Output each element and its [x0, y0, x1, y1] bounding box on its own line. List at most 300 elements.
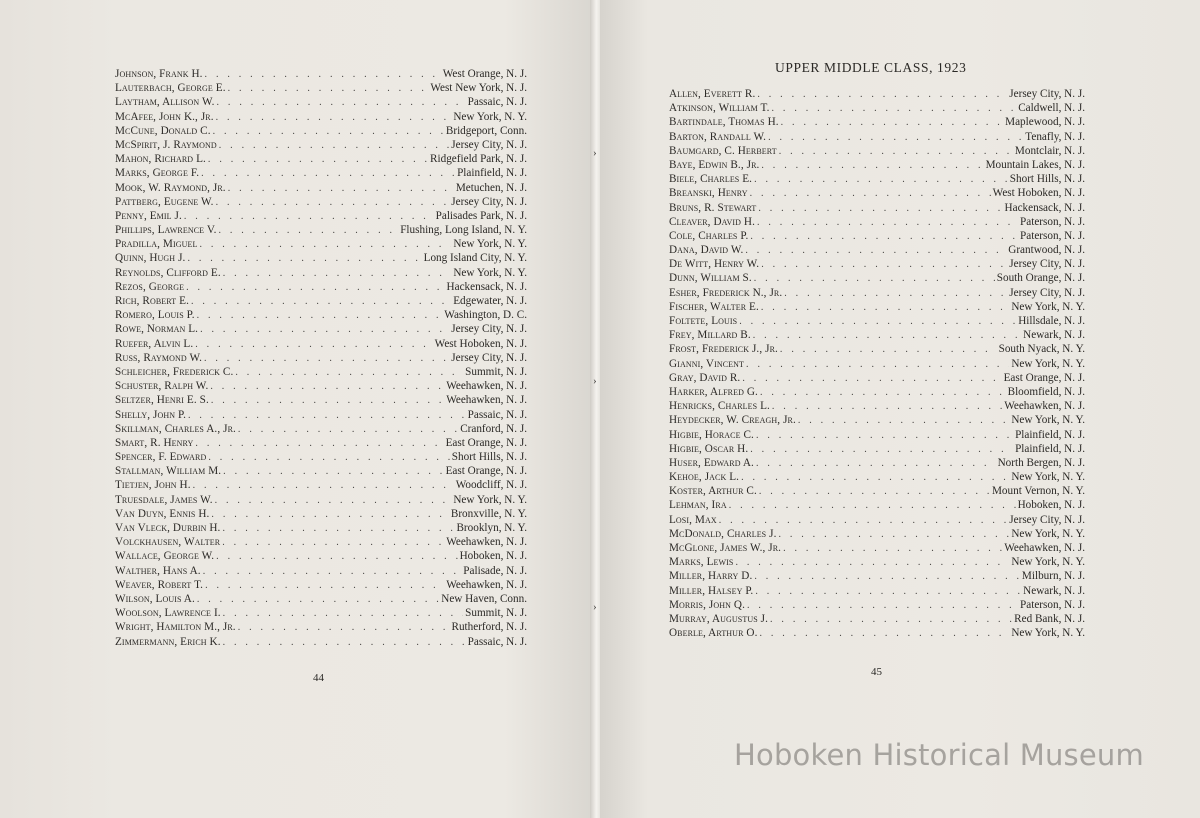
hometown: Weehawken, N. J. [1004, 542, 1085, 554]
roster-entry [669, 470, 1085, 484]
student-name: Shelly, John P. [115, 408, 186, 421]
dot-leader [203, 565, 462, 579]
roster-entry [669, 555, 1085, 569]
dot-leader [772, 102, 1017, 116]
dot-leader [197, 309, 443, 323]
student-name: Ruefer, Alvin L. [115, 337, 194, 350]
dot-leader [238, 621, 450, 635]
roster-entry [115, 493, 527, 507]
hometown: Palisade, N. J. [463, 564, 527, 577]
student-name: Baye, Edwin B., Jr. [669, 158, 760, 171]
hometown: Long Island City, N. Y. [423, 252, 527, 265]
hometown: East Orange, N. J. [445, 436, 527, 449]
hometown: South Nyack, N. Y. [998, 343, 1085, 356]
dot-leader [208, 153, 428, 167]
dot-leader [216, 550, 457, 564]
roster-entry [669, 371, 1085, 385]
roster-entry [115, 337, 527, 351]
dot-leader [772, 400, 1002, 414]
hometown: Hillsdale, N. J. [1018, 315, 1085, 327]
hometown: Jersey City, N. J. [1009, 88, 1085, 100]
hometown: Washington, D. C. [444, 309, 527, 322]
dot-leader [754, 173, 1008, 187]
hometown: Summit, N. J. [465, 365, 527, 378]
student-name: Wright, Hamilton M., Jr. [115, 621, 236, 634]
dot-leader [205, 68, 441, 82]
roster-entry [669, 172, 1085, 186]
dot-leader [783, 542, 1002, 556]
student-name: De Witt, Henry W. [669, 258, 760, 271]
roster-entry [669, 286, 1085, 300]
student-name: Lauterbach, George E. [115, 82, 226, 95]
hometown: Bronxville, N. Y. [450, 507, 527, 520]
roster-entry [115, 507, 527, 521]
hometown: Passaic, N. J. [467, 96, 527, 109]
left-roster-list [115, 67, 527, 649]
roster-entry [669, 413, 1085, 427]
dot-leader [784, 287, 1007, 301]
dot-leader [195, 338, 432, 352]
dot-leader [218, 224, 398, 238]
binding-stitch: › [593, 375, 597, 387]
roster-entry [115, 393, 527, 407]
student-name: Atkinson, William T. [669, 102, 770, 115]
student-name: Pattberg, Eugene W. [115, 195, 214, 208]
hometown: West New York, N. J. [430, 82, 527, 95]
roster-entry [669, 201, 1085, 215]
roster-entry [669, 87, 1085, 101]
student-name: Marks, Lewis [669, 556, 734, 569]
roster-entry [669, 498, 1085, 512]
student-name: Rowe, Norman L. [115, 323, 199, 336]
student-name: Wallace, George W. [115, 550, 215, 563]
hometown: Caldwell, N. J. [1018, 102, 1085, 115]
hometown: Palisades Park, N. J. [435, 209, 527, 222]
student-name: Losi, Max [669, 513, 717, 526]
student-name: Wilson, Louis A. [115, 592, 195, 605]
dot-leader [719, 514, 1008, 528]
roster-entry [669, 328, 1085, 342]
hometown: Short Hills, N. J. [1009, 173, 1085, 186]
hometown: Montclair, N. J. [1014, 144, 1085, 157]
dot-leader [780, 343, 997, 357]
hometown: New York, N. Y. [1011, 556, 1085, 569]
dot-leader [729, 499, 1016, 513]
dot-leader [186, 281, 444, 295]
dot-leader [222, 522, 454, 536]
dot-leader [199, 238, 451, 252]
student-name: Higbie, Horace C. [669, 428, 754, 441]
hometown: Weehawken, N. J. [1004, 400, 1085, 413]
dot-leader [200, 323, 449, 337]
roster-entry [115, 95, 527, 109]
student-name: Gianni, Vincent [669, 357, 745, 370]
roster-entry [669, 101, 1085, 115]
binding-stitch: › [593, 147, 597, 159]
dot-leader [208, 451, 449, 465]
roster-entry [115, 67, 527, 81]
dot-leader [222, 536, 444, 550]
dot-leader [197, 593, 439, 607]
roster-entry [669, 300, 1085, 314]
student-name: Barton, Randall W. [669, 130, 767, 143]
hometown: North Bergen, N. J. [997, 456, 1085, 469]
roster-entry [669, 158, 1085, 172]
hometown: Flushing, Long Island, N. Y. [400, 224, 527, 237]
roster-entry [669, 257, 1085, 271]
right-page-number: 45 [871, 666, 882, 678]
hometown: Maplewood, N. J. [1005, 116, 1085, 129]
student-name: Bruns, R. Stewart [669, 201, 757, 214]
student-name: Truesdale, James W. [115, 493, 213, 506]
hometown: Plainfield, N. J. [1015, 442, 1085, 455]
student-name: Kehoe, Jack L. [669, 471, 740, 484]
student-name: Pradilla, Miguel [115, 238, 198, 251]
hometown: Woodcliff, N. J. [455, 479, 527, 492]
student-name: Dunn, William S. [669, 272, 752, 285]
roster-entry [669, 186, 1085, 200]
hometown: Cranford, N. J. [460, 422, 527, 435]
dot-leader [204, 352, 449, 366]
student-name: Phillips, Lawrence V. [115, 224, 217, 237]
dot-leader [193, 479, 454, 493]
dot-leader [216, 111, 452, 125]
student-name: Biele, Charles E. [669, 173, 753, 186]
student-name: Penny, Emil J. [115, 209, 182, 222]
hometown: Brooklyn, N. Y. [456, 522, 527, 534]
student-name: Higbie, Oscar H. [669, 442, 749, 455]
student-name: Schleicher, Frederick C. [115, 365, 234, 378]
roster-entry [115, 535, 527, 549]
roster-entry [669, 144, 1085, 158]
roster-entry [115, 322, 527, 336]
dot-leader [211, 394, 444, 408]
roster-entry [669, 527, 1085, 541]
hometown: West Orange, N. J. [442, 68, 527, 80]
student-name: Foltete, Louis [669, 315, 738, 327]
roster-entry [115, 237, 527, 251]
dot-leader [770, 613, 1012, 627]
dot-leader [741, 471, 1009, 485]
student-name: Cole, Charles P. [669, 229, 749, 242]
hometown: New York, N. Y. [1011, 471, 1085, 484]
dot-leader [757, 88, 1007, 102]
student-name: Bartindale, Thomas H. [669, 116, 779, 129]
student-name: Reynolds, Clifford E. [115, 266, 221, 279]
roster-entry [115, 124, 527, 138]
hometown: Passaic, N. J. [467, 635, 527, 648]
hometown: Ridgefield Park, N. J. [430, 153, 527, 166]
hometown: Milburn, N. J. [1021, 570, 1085, 583]
dot-leader [759, 485, 990, 499]
dot-leader [778, 528, 1009, 542]
dot-leader [235, 366, 463, 380]
hometown: New York, N. Y. [1011, 357, 1085, 370]
dot-leader [759, 627, 1009, 641]
roster-entry [669, 428, 1085, 442]
roster-entry [669, 612, 1085, 626]
student-name: Allen, Everett R. [669, 88, 756, 100]
left-page-number: 44 [313, 672, 324, 684]
roster-entry [669, 271, 1085, 285]
roster-entry [669, 243, 1085, 257]
hometown: Mountain Lakes, N. J. [985, 158, 1085, 171]
student-name: Weaver, Robert T. [115, 578, 204, 591]
roster-entry [669, 115, 1085, 129]
dot-leader [228, 182, 454, 196]
roster-entry [115, 464, 527, 478]
roster-entry [669, 342, 1085, 356]
hometown: Weehawken, N. J. [446, 394, 527, 407]
roster-entry [115, 266, 527, 280]
hometown: Jersey City, N. J. [1009, 258, 1085, 271]
right-roster-list [669, 87, 1085, 640]
student-name: Stallman, William M. [115, 465, 222, 478]
dot-leader [754, 272, 995, 286]
hometown: Mount Vernon, N. Y. [991, 485, 1085, 498]
roster-entry [669, 456, 1085, 470]
dot-leader [761, 159, 983, 173]
student-name: Marks, George F. [115, 167, 200, 180]
dot-leader [216, 196, 450, 210]
roster-entry [115, 564, 527, 578]
hometown: West Hoboken, N. J. [434, 337, 527, 350]
roster-entry [669, 399, 1085, 413]
roster-entry [115, 152, 527, 166]
student-name: Smart, R. Henry [115, 436, 194, 449]
student-name: Woolson, Lawrence I. [115, 607, 221, 620]
hometown: Plainfield, N. J. [457, 167, 527, 180]
dot-leader [755, 585, 1021, 599]
student-name: Cleaver, David H. [669, 215, 755, 228]
student-name: Miller, Harry D. [669, 570, 753, 583]
dot-leader [210, 380, 444, 394]
roster-entry [115, 408, 527, 422]
student-name: Zimmermann, Erich K. [115, 635, 221, 648]
roster-entry [115, 181, 527, 195]
hometown: Hackensack, N. J. [1004, 201, 1085, 214]
student-name: Quinn, Hugh J. [115, 252, 186, 265]
student-name: Frost, Frederick J., Jr. [669, 343, 778, 356]
student-name: Henricks, Charles L. [669, 400, 770, 413]
dot-leader [754, 570, 1020, 584]
dot-leader [195, 437, 443, 451]
hometown: Red Bank, N. J. [1014, 612, 1085, 625]
dot-leader [747, 599, 1018, 613]
hometown: West Hoboken, N. J. [992, 187, 1085, 200]
dot-leader [779, 145, 1013, 159]
student-name: Baumgard, C. Herbert [669, 144, 777, 157]
roster-entry [115, 294, 527, 308]
hometown: Hoboken, N. J. [1017, 499, 1085, 512]
roster-entry [115, 635, 527, 649]
hometown: New York, N. Y. [453, 266, 527, 279]
student-name: Lehman, Ira [669, 499, 727, 512]
roster-entry [669, 626, 1085, 640]
hometown: New York, N. Y. [1011, 627, 1085, 640]
student-name: Esher, Frederick N., Jr. [669, 286, 783, 299]
student-name: Laytham, Allison W. [115, 96, 215, 109]
hometown: Weehawken, N. J. [446, 380, 527, 393]
student-name: Breanski, Henry [669, 187, 748, 200]
hometown: Bridgeport, Conn. [445, 124, 527, 137]
dot-leader [757, 216, 1018, 230]
left-page [0, 0, 594, 818]
hometown: Hoboken, N. J. [459, 550, 527, 563]
roster-entry [115, 365, 527, 379]
roster-entry [115, 521, 527, 535]
dot-leader [798, 414, 1009, 428]
roster-entry [669, 584, 1085, 598]
dot-leader [211, 508, 448, 522]
roster-entry [669, 385, 1085, 399]
student-name: Oberle, Arthur O. [669, 627, 758, 640]
student-name: Heydecker, W. Creagh, Jr. [669, 414, 796, 427]
student-name: Rezos, George [115, 280, 185, 293]
roster-entry [115, 308, 527, 322]
student-name: Huser, Edward A. [669, 456, 754, 469]
hometown: Rutherford, N. J. [451, 621, 527, 634]
hometown: Jersey City, N. J. [451, 195, 527, 208]
hometown: Weehawken, N. J. [446, 578, 527, 591]
dot-leader [745, 244, 1006, 258]
dot-leader [761, 301, 1009, 315]
dot-leader [219, 139, 450, 153]
student-name: Koster, Arthur C. [669, 485, 757, 498]
student-name: Schuster, Ralph W. [115, 380, 209, 393]
hometown: Paterson, N. J. [1020, 229, 1085, 242]
roster-entry [115, 223, 527, 237]
binding-stitch: › [593, 601, 597, 613]
student-name: Volckhausen, Walter [115, 536, 221, 549]
museum-watermark: Hoboken Historical Museum [734, 738, 1144, 772]
roster-entry [115, 620, 527, 634]
roster-entry [669, 314, 1085, 328]
dot-leader [238, 423, 458, 437]
roster-entry [115, 351, 527, 365]
hometown: Jersey City, N. J. [1009, 286, 1085, 299]
hometown: Paterson, N. J. [1020, 598, 1085, 611]
student-name: Rich, Robert E. [115, 295, 189, 307]
student-name: Mook, W. Raymond, Jr. [115, 181, 226, 194]
roster-entry [115, 209, 527, 223]
student-name: McSpirit, J. Raymond [115, 138, 217, 151]
hometown: New York, N. Y. [453, 493, 527, 506]
hometown: Summit, N. J. [465, 607, 527, 620]
roster-entry [115, 592, 527, 606]
roster-entry [669, 215, 1085, 229]
roster-entry [669, 357, 1085, 371]
roster-entry [115, 450, 527, 464]
roster-entry [115, 138, 527, 152]
hometown: Plainfield, N. J. [1015, 428, 1085, 441]
dot-leader [184, 210, 434, 224]
hometown: Jersey City, N. J. [451, 351, 527, 364]
roster-entry [115, 549, 527, 563]
dot-leader [758, 202, 1002, 216]
hometown: New York, N. Y. [1011, 527, 1085, 540]
section-heading: UPPER MIDDLE CLASS, 1923 [775, 60, 967, 75]
hometown: East Orange, N. J. [1003, 371, 1085, 384]
student-name: McGlone, James W., Jr. [669, 542, 782, 554]
roster-entry [115, 436, 527, 450]
dot-leader [217, 96, 466, 110]
roster-entry [115, 478, 527, 492]
dot-leader [750, 230, 1018, 244]
student-name: Miller, Halsey P. [669, 584, 754, 597]
student-name: Van Duyn, Ennis H. [115, 507, 210, 520]
dot-leader [205, 579, 444, 593]
dot-leader [756, 457, 996, 471]
dot-leader [187, 252, 421, 266]
dot-leader [213, 125, 444, 139]
roster-entry [669, 442, 1085, 456]
roster-entry [115, 280, 527, 294]
hometown: Metuchen, N. J. [455, 181, 527, 194]
hometown: Newark, N. J. [1023, 584, 1085, 597]
roster-entry [669, 229, 1085, 243]
roster-entry [115, 81, 527, 95]
hometown: Newark, N. J. [1023, 329, 1085, 342]
roster-entry [115, 166, 527, 180]
student-name: Tietjen, John H. [115, 479, 191, 492]
hometown: New York, N. Y. [453, 238, 527, 251]
student-name: Walther, Hans A. [115, 564, 201, 577]
hometown: Bloomfield, N. J. [1007, 385, 1085, 398]
roster-entry [669, 130, 1085, 144]
student-name: Seltzer, Henri E. S. [115, 394, 209, 407]
hometown: Edgewater, N. J. [453, 295, 527, 307]
roster-entry [669, 569, 1085, 583]
student-name: Gray, David R. [669, 371, 741, 384]
roster-entry [115, 251, 527, 265]
dot-leader [742, 372, 1001, 386]
hometown: Jersey City, N. J. [451, 138, 527, 151]
hometown: New York, N. Y. [1011, 414, 1085, 427]
hometown: Jersey City, N. J. [1009, 513, 1085, 526]
hometown: Paterson, N. J. [1020, 215, 1085, 228]
dot-leader [191, 295, 451, 309]
hometown: Short Hills, N. J. [451, 451, 527, 464]
roster-entry [115, 606, 527, 620]
student-name: McCune, Donald C. [115, 124, 211, 137]
dot-leader [223, 267, 452, 281]
student-name: Spencer, F. Edward [115, 451, 207, 464]
roster-entry [115, 379, 527, 393]
roster-entry [115, 195, 527, 209]
student-name: Skillman, Charles A., Jr. [115, 422, 236, 435]
student-name: Frey, Millard B. [669, 329, 751, 342]
hometown: Jersey City, N. J. [451, 323, 527, 336]
hometown: Tenafly, N. J. [1025, 130, 1085, 143]
student-name: Murray, Augustus J. [669, 612, 769, 625]
dot-leader [753, 329, 1021, 343]
dot-leader [750, 443, 1013, 457]
hometown: Weehawken, N. J. [446, 536, 527, 549]
student-name: Romero, Louis P. [115, 309, 195, 322]
hometown: New Haven, Conn. [441, 592, 527, 605]
dot-leader [756, 429, 1013, 443]
student-name: Johnson, Frank H. [115, 68, 203, 80]
dot-leader [750, 187, 991, 201]
dot-leader [735, 556, 1009, 570]
roster-entry [115, 110, 527, 124]
student-name: Russ, Raymond W. [115, 351, 202, 364]
student-name: Van Vleck, Durbin H. [115, 522, 221, 534]
dot-leader [761, 258, 1007, 272]
dot-leader [223, 465, 443, 479]
student-name: Harker, Alfred G. [669, 385, 758, 398]
